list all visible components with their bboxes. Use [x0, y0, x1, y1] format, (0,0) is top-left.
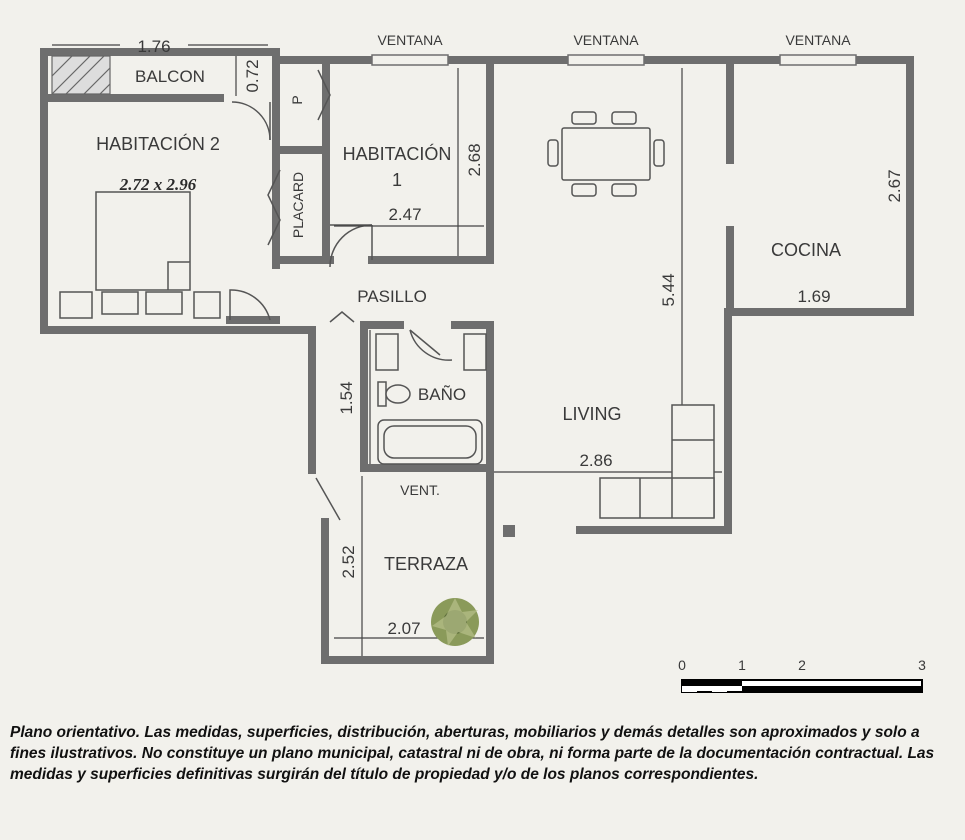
- scale-label: 1: [738, 657, 746, 673]
- room-label-bano: BAÑO: [417, 385, 467, 404]
- dim-bano-height: 1.54: [337, 381, 356, 415]
- room-label-living: LIVING: [562, 404, 622, 424]
- dim-terraza-width: 2.07: [387, 619, 421, 638]
- room-label-habitacion-1-number: 1: [391, 170, 403, 190]
- dim-balcon-depth: 0.72: [243, 59, 262, 93]
- room-size-habitacion-2: 2.72 x 2.96: [119, 175, 197, 194]
- dim-balcon-width: 1.76: [137, 37, 171, 56]
- dim-hab1-height: 2.68: [465, 143, 484, 177]
- plant-icon: [431, 598, 479, 646]
- scale-label: 2: [798, 657, 806, 673]
- dim-living-height: 5.44: [659, 273, 678, 307]
- scale-label: 0: [678, 657, 686, 673]
- bed-icon: [60, 192, 220, 318]
- room-label-terraza: TERRAZA: [383, 554, 469, 574]
- window-label: VENTANA: [377, 32, 443, 48]
- balcony-hatch: [52, 56, 110, 94]
- room-label-placard: PLACARD: [290, 171, 306, 239]
- window-label: VENTANA: [573, 32, 639, 48]
- disclaimer-text: Plano orientativo. Las medidas, superficies, distribución, aberturas, mobiliarios y demás detalles son aproximados y solo a fines ilustrativos. No constituye un plano municipal, catastral ni de obra, ni forma parte de la documentación contractual. Las medidas y superficies definitivas surgirán del título de propiedad y/o de los planos correspondientes.: [10, 724, 935, 783]
- dim-cocina-height: 2.67: [885, 169, 904, 203]
- wall-block: [503, 525, 515, 537]
- room-label-habitacion-2: HABITACIÓN 2: [96, 134, 220, 154]
- dining-table-icon: [548, 112, 664, 196]
- room-label-vent: VENT.: [400, 482, 440, 498]
- window-marks: [372, 55, 856, 65]
- scale-bar: [682, 680, 922, 692]
- dim-terraza-height: 2.52: [339, 545, 358, 579]
- room-label-pasillo: PASILLO: [357, 287, 427, 306]
- dim-hab1-width: 2.47: [388, 205, 422, 224]
- dim-living-width: 2.86: [579, 451, 613, 470]
- room-label-cocina: COCINA: [770, 240, 842, 260]
- window-label: VENTANA: [785, 32, 851, 48]
- scale-label: 3: [918, 657, 926, 673]
- room-label-balcon: BALCON: [135, 67, 205, 86]
- room-label-habitacion-1: HABITACIÓN: [342, 144, 452, 164]
- dim-cocina-width: 1.69: [797, 287, 831, 306]
- room-label-p: P: [289, 95, 305, 105]
